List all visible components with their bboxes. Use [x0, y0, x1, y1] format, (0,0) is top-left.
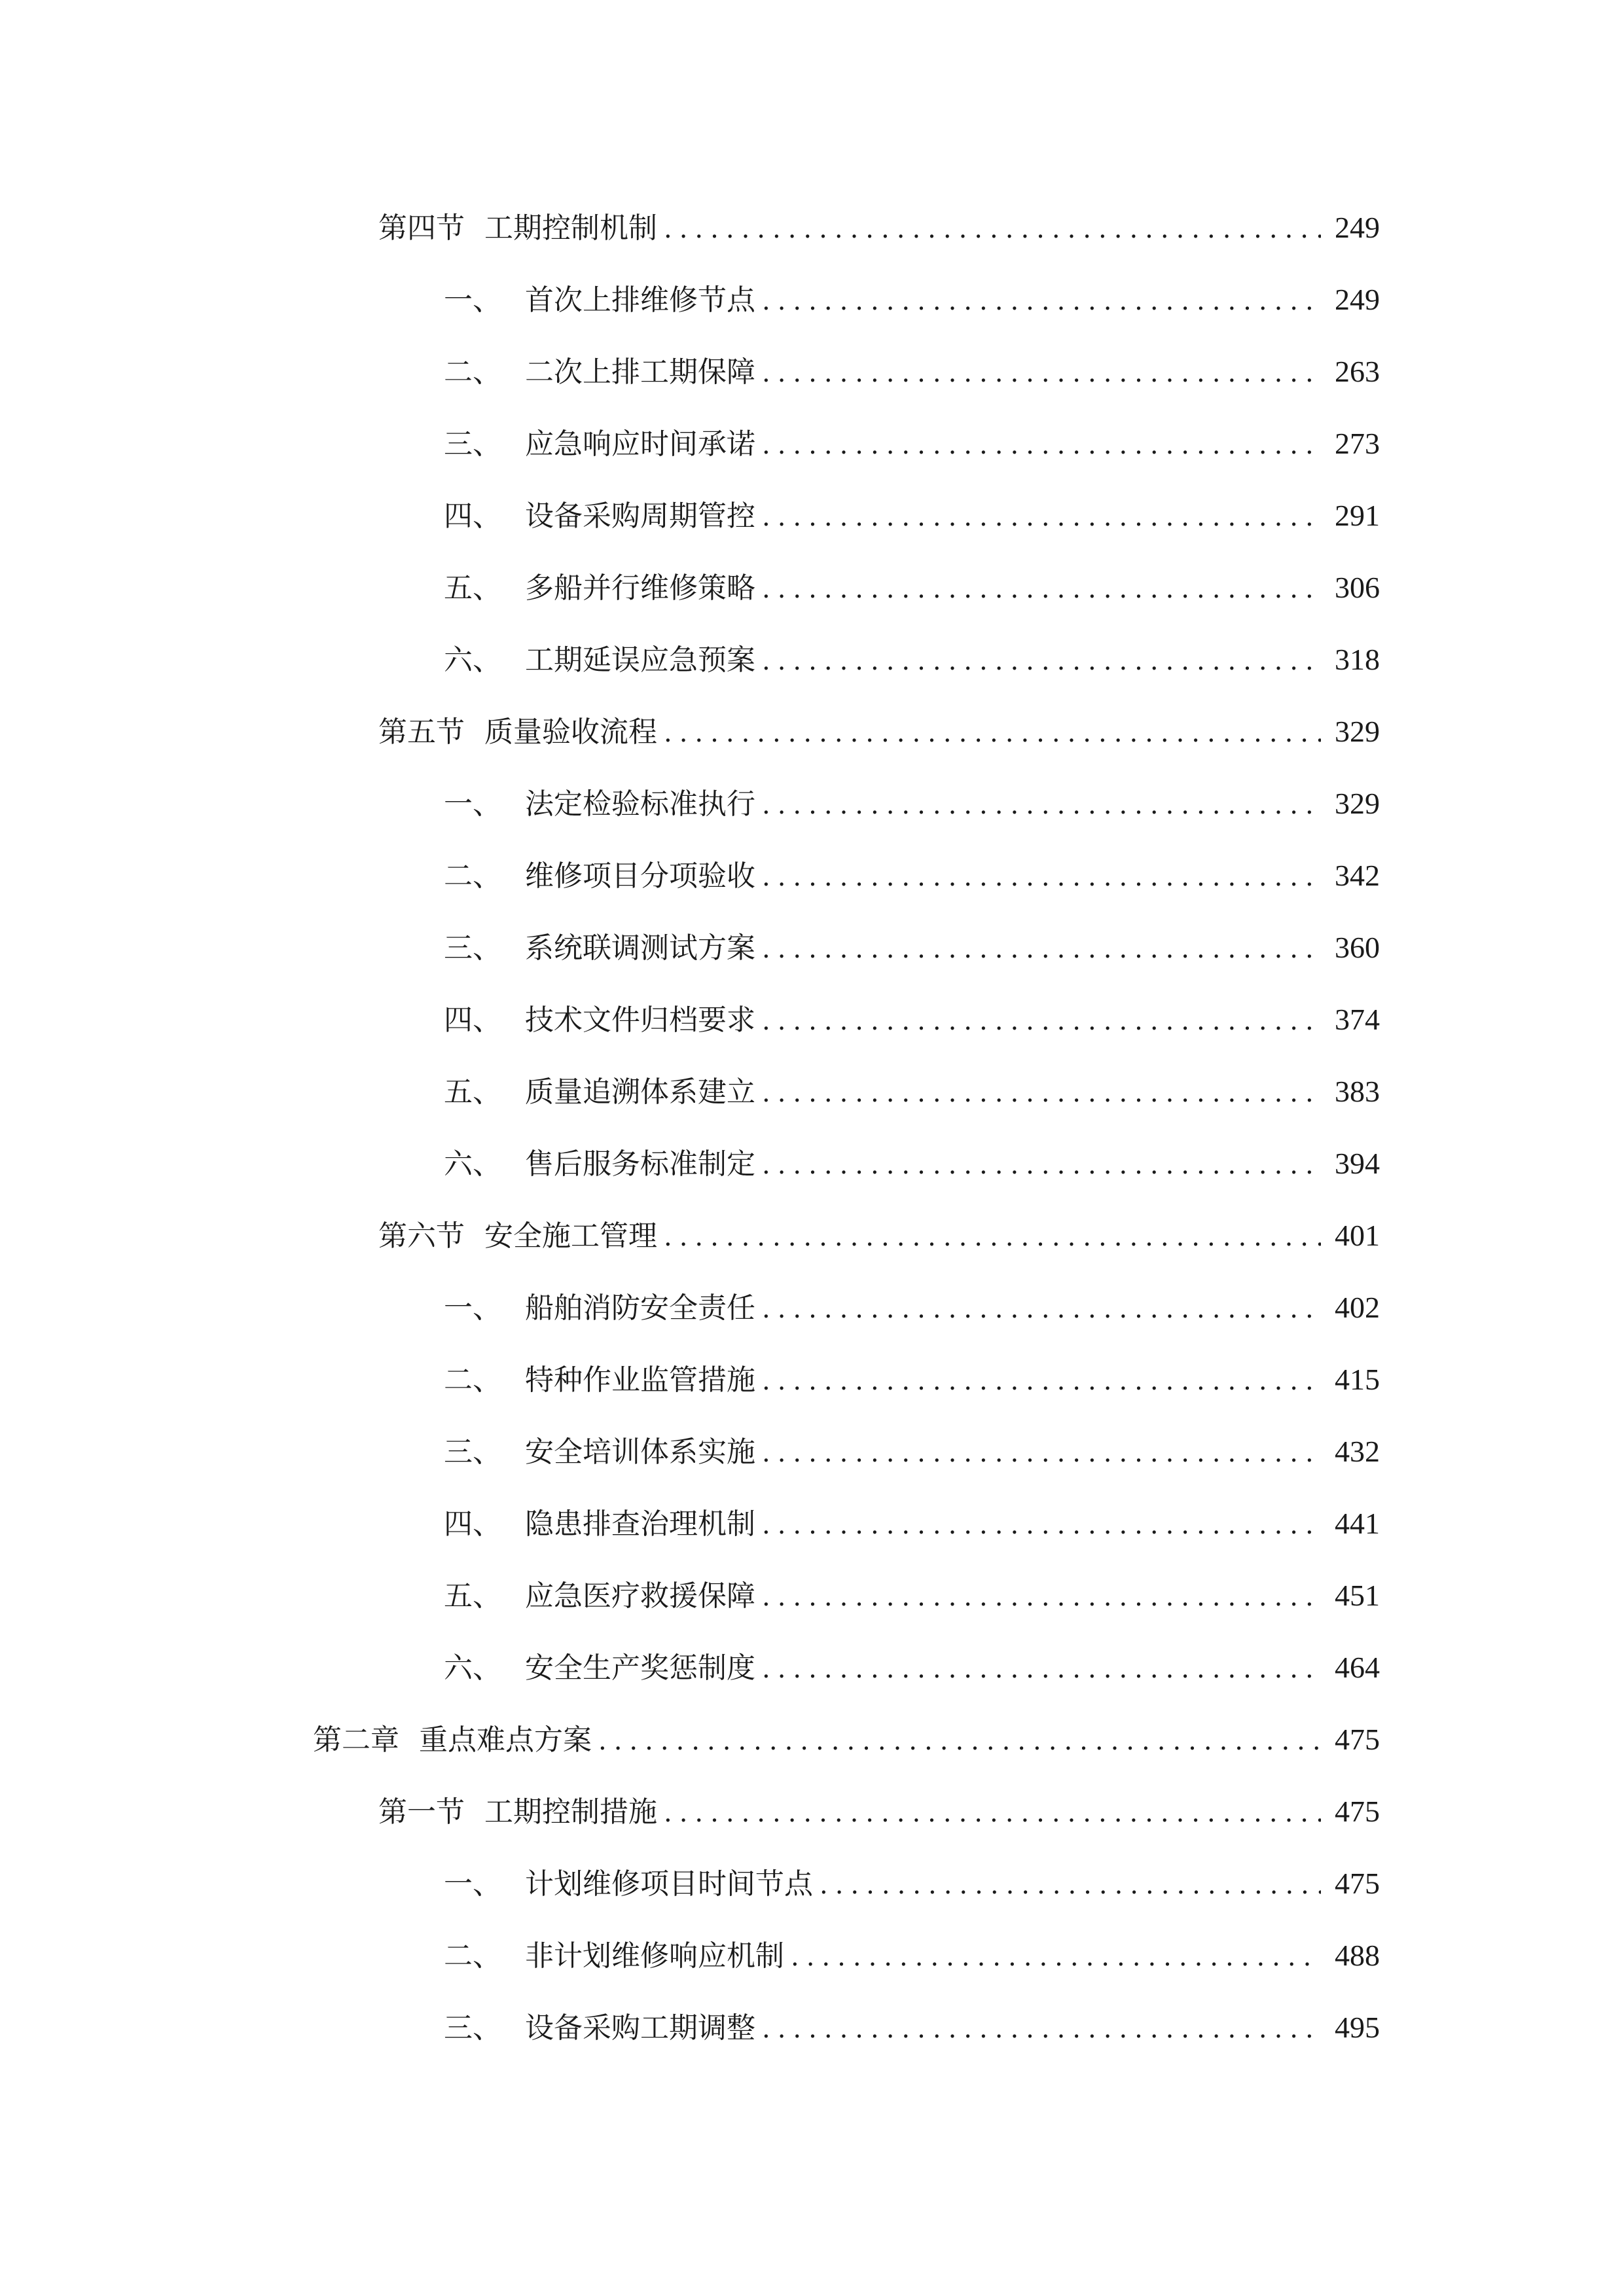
toc-entry-number: 三、: [444, 1435, 501, 1469]
toc-entry-page-number: 383: [1335, 1075, 1380, 1108]
toc-entry-item[interactable]: [444, 274, 1380, 326]
toc-entry-page-number: 475: [1335, 1867, 1380, 1900]
toc-entry-number: 三、: [444, 931, 501, 965]
toc-leader-dots: [762, 1427, 1321, 1479]
toc-leader-dots: [598, 1715, 1321, 1767]
toc-entry-number: 三、: [444, 427, 501, 461]
toc-entry-title: 安全生产奖惩制度: [525, 1651, 755, 1685]
toc-entry-number: 四、: [444, 1003, 501, 1037]
toc-entry-title: 重点难点方案: [419, 1723, 592, 1757]
toc-entry-item[interactable]: [444, 1857, 1380, 1910]
toc-entry-title: 设备采购周期管控: [525, 499, 755, 533]
toc-entry-page-number: 475: [1335, 1795, 1380, 1828]
toc-entry-title: 特种作业监管措施: [525, 1363, 755, 1397]
toc-entry-title: 工期控制机制: [484, 211, 657, 245]
toc-entry-item[interactable]: [444, 490, 1380, 542]
toc-entry-page-number: 360: [1335, 931, 1380, 964]
toc-entry-page-number: 273: [1335, 427, 1380, 460]
toc-entry-item[interactable]: [444, 922, 1380, 974]
toc-entry-item[interactable]: [444, 1641, 1380, 1694]
toc-entry-section-5[interactable]: [378, 706, 1380, 758]
toc-entry-number: 第二章: [313, 1723, 399, 1757]
toc-entry-item[interactable]: [444, 562, 1380, 614]
toc-entry-number: 六、: [444, 1651, 501, 1685]
toc-entry-page-number: 495: [1335, 2011, 1380, 2044]
toc-entry-number: 三、: [444, 2011, 501, 2045]
toc-entry-number: 第五节: [378, 715, 465, 749]
toc-entry-page-number: 342: [1335, 859, 1380, 892]
toc-leader-dots: [762, 275, 1321, 327]
toc-entry-section-4[interactable]: [378, 202, 1380, 254]
toc-entry-page-number: 488: [1335, 1939, 1380, 1972]
toc-entry-item[interactable]: [444, 1066, 1380, 1118]
toc-entry-title: 计划维修项目时间节点: [525, 1867, 813, 1901]
toc-entry-number: 一、: [444, 1291, 501, 1325]
toc-entry-section-6[interactable]: [378, 1210, 1380, 1262]
toc-entry-page-number: 329: [1335, 787, 1380, 820]
toc-entry-page-number: 432: [1335, 1435, 1380, 1468]
toc-entry-number: 六、: [444, 643, 501, 677]
toc-leader-dots: [664, 707, 1321, 759]
toc-entry-item[interactable]: [444, 1354, 1380, 1406]
toc-entry-number: 一、: [444, 1867, 501, 1901]
toc-entry-number: 二、: [444, 1939, 501, 1973]
toc-entry-item[interactable]: [444, 634, 1380, 686]
toc-entry-item[interactable]: [444, 418, 1380, 470]
toc-entry-number: 二、: [444, 1363, 501, 1397]
toc-entry-title: 维修项目分项验收: [525, 859, 755, 893]
toc-entry-title: 安全施工管理: [484, 1219, 657, 1253]
toc-entry-number: 一、: [444, 283, 501, 317]
toc-entry-title: 隐患排查治理机制: [525, 1507, 755, 1541]
toc-leader-dots: [664, 203, 1321, 255]
toc-entry-title: 售后服务标准制定: [525, 1147, 755, 1181]
toc-entry-number: 五、: [444, 1075, 501, 1109]
toc-entry-title: 非计划维修响应机制: [525, 1939, 784, 1973]
toc-leader-dots: [762, 419, 1321, 471]
toc-entry-page-number: 263: [1335, 355, 1380, 388]
toc-entry-page-number: 401: [1335, 1219, 1380, 1252]
toc-leader-dots: [664, 1787, 1321, 1839]
toc-entry-title: 首次上排维修节点: [525, 283, 755, 317]
toc-leader-dots: [762, 995, 1321, 1047]
toc-entry-page-number: 475: [1335, 1723, 1380, 1756]
toc-entry-title: 质量验收流程: [484, 715, 657, 749]
toc-leader-dots: [762, 1067, 1321, 1119]
toc-entry-number: 一、: [444, 787, 501, 821]
toc-leader-dots: [762, 635, 1321, 687]
toc-leader-dots: [791, 1931, 1321, 1983]
toc-entry-item[interactable]: [444, 346, 1380, 398]
toc-entry-page-number: 441: [1335, 1507, 1380, 1540]
toc-entry-item[interactable]: [444, 994, 1380, 1046]
toc-leader-dots: [762, 923, 1321, 975]
toc-leader-dots: [762, 1499, 1321, 1551]
toc-entry-page-number: 291: [1335, 499, 1380, 532]
toc-entry-page-number: 249: [1335, 283, 1380, 316]
toc-entry-page-number: 415: [1335, 1363, 1380, 1396]
toc-leader-dots: [762, 1643, 1321, 1695]
toc-entry-page-number: 374: [1335, 1003, 1380, 1036]
toc-entry-title: 设备采购工期调整: [525, 2011, 755, 2045]
toc-entry-page-number: 318: [1335, 643, 1380, 676]
toc-entry-item[interactable]: [444, 1138, 1380, 1190]
toc-entry-page-number: 329: [1335, 715, 1380, 748]
toc-entry-title: 工期延误应急预案: [525, 643, 755, 677]
toc-entry-title: 系统联调测试方案: [525, 931, 755, 965]
toc-entry-title: 多船并行维修策略: [525, 571, 755, 605]
toc-entry-title: 应急响应时间承诺: [525, 427, 755, 461]
toc-leader-dots: [762, 1355, 1321, 1407]
toc-entry-number: 四、: [444, 499, 501, 533]
toc-entry-item[interactable]: [444, 1570, 1380, 1622]
toc-entry-title: 法定检验标准执行: [525, 787, 755, 821]
toc-leader-dots: [762, 851, 1321, 903]
toc-entry-chapter-2[interactable]: [313, 1713, 1380, 1766]
toc-entry-number: 六、: [444, 1147, 501, 1181]
toc-entry-title: 技术文件归档要求: [525, 1003, 755, 1037]
toc-entry-page-number: 451: [1335, 1579, 1380, 1612]
toc-leader-dots: [762, 779, 1321, 831]
toc-entry-number: 二、: [444, 355, 501, 389]
toc-entry-number: 五、: [444, 571, 501, 605]
toc-entry-number: 第一节: [378, 1795, 465, 1829]
toc-entry-page-number: 306: [1335, 571, 1380, 604]
toc-entry-title: 安全培训体系实施: [525, 1435, 755, 1469]
toc-leader-dots: [762, 563, 1321, 615]
toc-entry-number: 第六节: [378, 1219, 465, 1253]
toc-entry-page-number: 249: [1335, 211, 1380, 244]
toc-entry-title: 质量追溯体系建立: [525, 1075, 755, 1109]
toc-entry-number: 五、: [444, 1579, 501, 1613]
toc-leader-dots: [762, 491, 1321, 543]
toc-entry-number: 四、: [444, 1507, 501, 1541]
toc-entry-title: 应急医疗救援保障: [525, 1579, 755, 1613]
toc-leader-dots: [762, 2003, 1321, 2055]
toc-entry-item[interactable]: [444, 778, 1380, 830]
toc-leader-dots: [762, 347, 1321, 399]
toc-entry-page-number: 394: [1335, 1147, 1380, 1180]
toc-entry-title: 船舶消防安全责任: [525, 1291, 755, 1325]
toc-entry-item[interactable]: [444, 1426, 1380, 1478]
toc-entry-item[interactable]: [444, 850, 1380, 902]
toc-entry-item[interactable]: [444, 1929, 1380, 1982]
toc-entry-section-1[interactable]: [378, 1785, 1380, 1838]
toc-entry-title: 二次上排工期保障: [525, 355, 755, 389]
toc-entry-number: 第四节: [378, 211, 465, 245]
toc-entry-item[interactable]: [444, 1498, 1380, 1550]
toc-entry-title: 工期控制措施: [484, 1795, 657, 1829]
toc-entry-page-number: 464: [1335, 1651, 1380, 1684]
toc-entry-number: 二、: [444, 859, 501, 893]
toc-leader-dots: [762, 1139, 1321, 1191]
toc-leader-dots: [762, 1283, 1321, 1335]
toc-leader-dots: [820, 1859, 1321, 1911]
toc-entry-item[interactable]: [444, 1282, 1380, 1334]
toc-entry-page-number: 402: [1335, 1291, 1380, 1324]
toc-entry-item[interactable]: [444, 2001, 1380, 2054]
toc-leader-dots: [762, 1571, 1321, 1623]
toc-leader-dots: [664, 1211, 1321, 1263]
